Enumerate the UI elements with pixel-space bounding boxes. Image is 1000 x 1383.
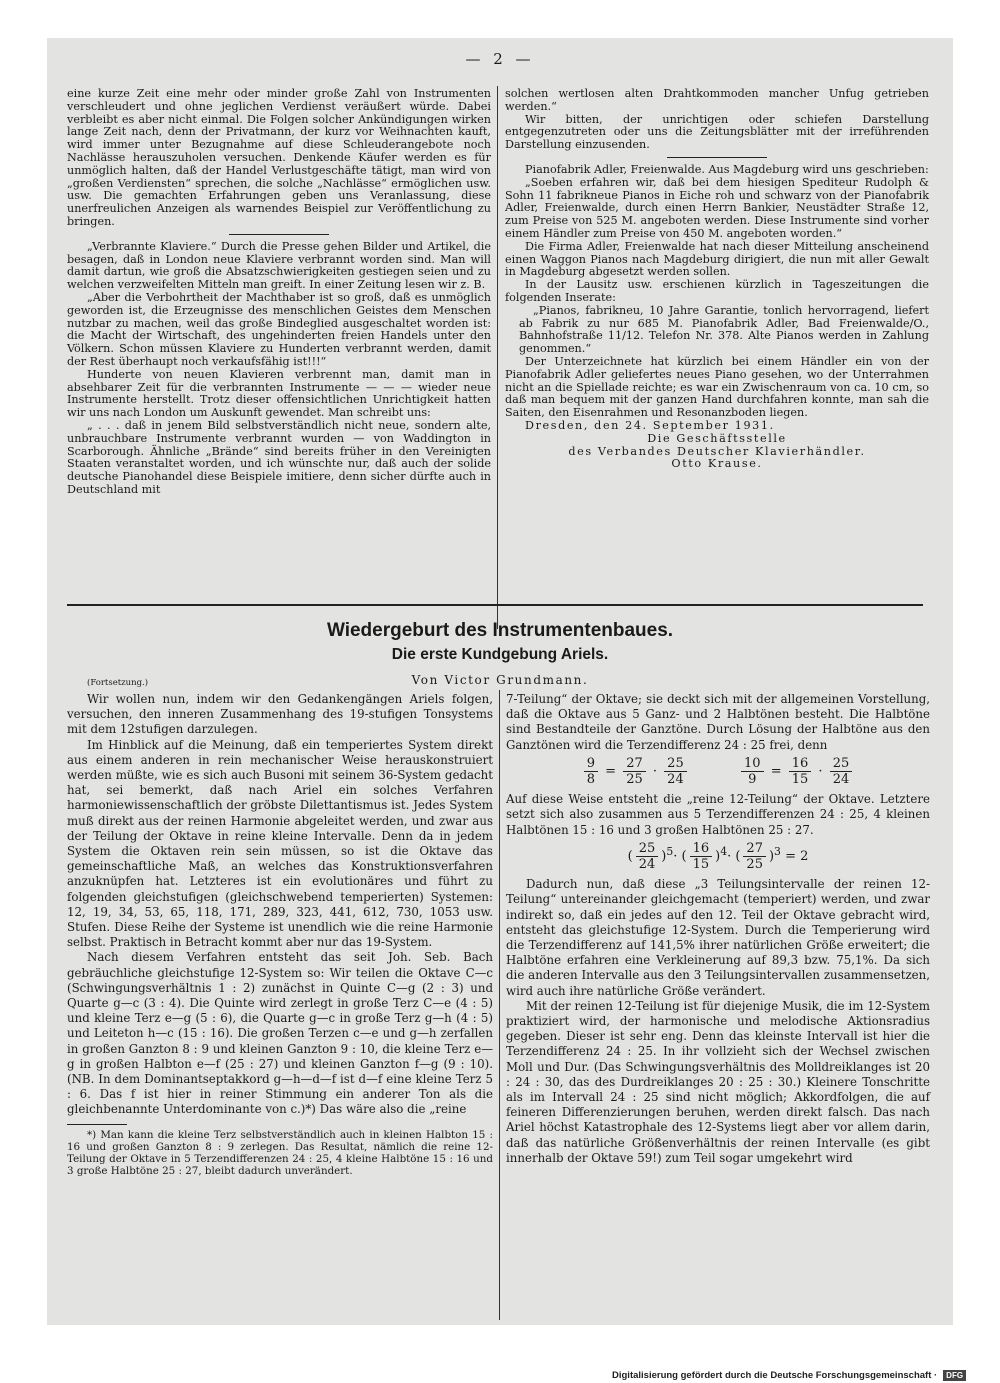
digitization-credit [612, 1370, 966, 1381]
fraction: $\frac{25}{24}$ [636, 841, 659, 872]
signature-line: Die Geschäftsstelle [647, 431, 787, 445]
footnote: *) Man kann die kleine Terz selbstverständlich auch in kleinen Halbton 15 : 16 und großen Ganzton 8 : 9 zerlegen. Das Resultat, nämlich die reine 12-Teilung der Oktave in 5 Terzendifferenzen 24 : 25, 4 kleine Halbtöne 15 : 16 und 3 große Halbtöne 25 : 27, bleibt dadurch unverändert. [67, 1128, 493, 1178]
top-left-column [67, 88, 491, 497]
exponent: 5 [666, 844, 674, 858]
credit-text: Digitalisierung gefördert durch die Deutsche Forschungsgemeinschaft · [612, 1370, 938, 1382]
paragraph: Hunderte von neuen Klavieren verbrennt man, damit man in absehbarer Zeit für die verbrannten Instrumente — — — wieder neue Instrumente herstellt. Trotz dieser offensichtlichen Unrichtigkeit hatten wir uns nach London um Auskunft gewendet. Man schreibt uns: [67, 367, 491, 420]
section-divider [67, 604, 923, 606]
paragraph: Wir wollen nun, indem wir den Gedankengängen Ariels folgen, versuchen, den inneren Zusammenhang des 19-stufigen Tonsystems mit dem 12stufigen darzulegen. [67, 692, 493, 737]
quote-paragraph: „Aber die Verbohrtheit der Machthaber ist so groß, daß es unmöglich geworden ist, die Erzeugnisse des menschlichen Geistes dem Menschen nutzbar zu machen, weil das große Bindeglied ausgeschaltet worden ist: die Macht der Wirtschaft, des ungehinderten freien Handels unter den Völkern. Schon müssen Klaviere zu Hunderten verbrannt werden, damit der Rest überhaupt noch verkaufsfähig ist!!!“ [67, 290, 491, 368]
paragraph: solchen wertlosen alten Drahtkommoden mancher Unfug getrieben werden.“ [505, 87, 929, 113]
advert-quote: „Pianos, fabrikneu, 10 Jahre Garantie, tonlich hervorragend, liefert ab Fabrik zu nur 685 M. Pianofabrik Adler, Bad Freienwalde/O., Bahnhofstraße 11/12. Telefon Nr. 378. Alte Pianos werden in Zahlung genommen.“ [519, 303, 929, 356]
article-left-column [67, 692, 493, 1178]
paragraph: Wir bitten, der unrichtigen oder schiefen Darstellung entgegenzutreten oder uns die Zeitungsblätter mit der irreführenden Darstellung einzusenden. [505, 112, 929, 152]
footnote-rule [67, 1124, 127, 1125]
paragraph: Im Hinblick auf die Meinung, daß ein temperiertes System direkt aus einem anderen in rein mechanischer Weise herauskonstruiert werden müßte, wie es sich auch Busoni mit seinem 36-System gedacht hat, sei bemerkt, daß nach Ariel ein solches Verfahren harmoniewissenschaftlich der gröbste Dilettantismus ist. Jedes System muß direkt aus der reinen Harmonie abgeleitet werden, und zwar aus der Teilung der Oktave in reine kleine Intervalle. Denn da in jedem System die Oktaven rein sein müssen, so ist die Oktave das gemeinschaftliche Maß, an welches das Konstruktionsverfahren anzuknüpfen hat. Letzteres ist ein evolutionäres und führt zu folgenden gleichstufigen (gleichschwebend temperierten) Systemen: 12, 19, 34, 53, 65, 118, 171, 289, 323, 441, 612, 730, 1053 usw. Stufen. Diese Reihe der Systeme ist unendlich wie die reine Harmonie selbst. Praktisch in Betracht kommt aber nur das 19-System. [67, 737, 493, 950]
quote-paragraph: „Soeben erfahren wir, daß bei dem hiesigen Spediteur Rudolph & Sohn 11 fabrikneue Pianos in Eiche roh und schwarz von der Pianofabrik Adler, Freienwalde, durch einen Herrn Bankier, Neustädter Straße 12, zum Preise von 525 M. angeboten werden. Diese Instrumente sind vorher einem Händler zum Preise von 450 M. angeboten worden.“ [505, 175, 929, 240]
fraction: $\frac{25}{24}$ [830, 756, 853, 787]
author-line: Von Victor Grundmann. [411, 673, 589, 687]
paragraph: In der Lausitz usw. erschienen kürzlich in Tageszeitungen die folgenden Inserate: [505, 278, 929, 304]
article-right-column [506, 692, 930, 1166]
dot-sign: · [652, 764, 658, 780]
fraction: $\frac{27}{25}$ [743, 841, 766, 872]
dot-sign: · [818, 764, 823, 780]
signature-line: des Verbandes Deutscher Klavierhändler. [568, 444, 866, 458]
paragraph: Nach diesem Verfahren entsteht das seit Joh. Seb. Bach gebräuchliche gleichstufige 12-System so: Wir teilen die Oktave C—c (Schwingungsverhältnis 1 : 2) zunächst in Quinte C—g (2 : 3) und Quarte g—c (3 : 4). Die Quinte wird zerlegt in große Terz C—e (4 : 5) und kleine Terz e—g (5 : 6), die Quarte g—c in große Terz g—h (4 : 5) und Leiteton h—c (15 : 16). Die großen Terzen c—e und g—h zerfallen in großen Ganzton 8 : 9 und kleinen Ganzton 9 : 10, die kleine Terz e—g in großen Halbton e—f (25 : 27) und kleinen Ganzton f—g (9 : 10). (NB. In dem Dominantseptakkord g—h—d—f ist d—f eine kleine Terz 5 : 6. Das f ist hier in reiner Stimmung ein anderer Ton als die gleichbenannte Unterdominante von c.)*) Das wäre also die „reine [67, 950, 493, 1117]
date-line: Dresden, den 24. September 1931. [525, 418, 775, 432]
separator-rule [667, 157, 767, 158]
page-number: — 2 — [465, 50, 535, 68]
paragraph: 7-Teilung“ der Oktave; sie deckt sich mit der allgemeinen Vorstellung, daß die Oktave aus 5 Ganz- und 2 Halbtönen besteht. Die Halbtöne sind Bestandteile der Ganztöne. Durch Lösung der Halbtöne aus den Ganztönen wird die Terzendifferenz 24 : 25 frei, denn [506, 692, 930, 752]
paragraph: Pianofabrik Adler, Freienwalde. Aus Magdeburg wird uns geschrieben: [525, 162, 929, 176]
signature-name: Otto Krause. [671, 457, 763, 471]
paragraph: Die Firma Adler, Freienwalde hat nach dieser Mitteilung anscheinend einen Waggon Pianos nach Magdeburg dirigiert, die nun mit aller Gewalt in Magdeburg abgesetzt werden sollen. [505, 239, 929, 279]
article-title: Wiedergeburt des Instrumentenbaues. [326, 620, 674, 641]
dfg-logo: DFG [943, 1370, 966, 1381]
exponent: 3 [774, 844, 781, 858]
equals-sign: = [605, 764, 617, 780]
paragraph: Auf diese Weise entsteht die „reine 12-Teilung“ der Oktave. Letztere setzt sich also zusammen aus 5 Terzendifferenzen 24 : 25, 4 kleinen Halbtönen 15 : 16 und 3 großen Halbtönen 25 : 27. [506, 792, 930, 837]
equation-2: ( $\frac{25}{24}$ )$^5$· ( $\frac{16}{15}$ )$^4$· ( $\frac{27}{25}$ )$^3$ = 2 [627, 840, 809, 873]
fraction: $\frac{27}{25}$ [623, 756, 646, 787]
column-divider [499, 690, 500, 1320]
equals-sign: = [770, 764, 782, 780]
fraction: $\frac{25}{24}$ [664, 756, 687, 787]
exponent: 4 [720, 844, 728, 858]
fraction: $\frac{16}{15}$ [690, 841, 713, 872]
fraction: $\frac{9}{8}$ [584, 756, 598, 787]
paragraph: Dadurch nun, daß diese „3 Teilungsintervalle der reinen 12-Teilung“ untereinander gleichgemacht (temperiert) werden, und zwar indirekt so, daß ein jedes auf den 12. Teil der Oktave gebracht wird, entsteht das gleichstufige 12-System. Durch die Temperierung wird die Terzendifferenz auf 141,5% ihrer natürlichen Größe erweitert; die Halbtöne erfahren eine Verkleinerung auf 89,3 bzw. 75,1%. Da sich die anderen Intervalle aus den 3 Teilungsintervallen zusammensetzen, wird auch ihre natürliche Größe verändert. [506, 877, 930, 998]
paragraph: eine kurze Zeit eine mehr oder minder große Zahl von Instrumenten verschleudert und ohne jeglichen Verdienst veräußert würde. Dabei verbleibt es aber nicht einmal. Die Folgen solcher Ankündigungen wirken lange Zeit nach, denn der Privatmann, der kurz vor Weihnachten kauft, wird immer unter Bezugnahme auf diese Schleuderangebote noch Nachlässe herauszuholen versuchen. Denkende Käufer werden es für unmöglich halten, daß der Handel Verlustgeschäfte tätigt, man wird von „großen Verdiensten“ sprechen, die solche „Nachlässe“ ermöglichen usw. usw. Die gemachten Erfahrungen geben uns Veranlassung, diese unerfreulichen Anzeigen als warnendes Beispiel zur Veröffentlichung zu bringen. [67, 87, 491, 228]
scanned-page [47, 38, 953, 1325]
equation-result: = 2 [785, 849, 809, 865]
quote-paragraph: „ . . . daß in jenem Bild selbstverständlich nicht neue, sondern alte, unbrauchbare Instrumente verbrannt wurden — von Waddington in Scarborough. Ähnliche „Brände“ sind bereits früher in den Vereinigten Staaten veranstaltet worden, und ich wünschte nur, daß auch der solide deutsche Pianohandel diese Beispiele imitiere, denn sicher dürfte auch in Deutschland mit [67, 418, 491, 496]
article-subtitle: Die erste Kundgebung Ariels. [391, 646, 609, 663]
column-divider [497, 86, 498, 629]
continued-note: (Fortsetzung.) [87, 678, 149, 688]
paragraph: Der Unterzeichnete hat kürzlich bei einem Händler ein von der Pianofabrik Adler geliefertes neues Piano gesehen, wo der Unterrahmen nicht an die Spiellade reichte; es war ein Zwischenraum von ca. 10 cm, so daß man bequem mit der ganzen Hand durchfahren konnte, man sah die Saiten, den Eisenrahmen und Resonanzboden liegen. [505, 354, 929, 420]
equation-1 [506, 756, 930, 787]
fraction: $\frac{10}{9}$ [741, 756, 764, 787]
fraction: $\frac{16}{15}$ [789, 756, 812, 787]
paragraph: Mit der reinen 12-Teilung ist für diejenige Musik, die im 12-System praktiziert wird, der harmonische und melodische Aktionsradius gegeben. Dieser ist sehr eng. Denn das kleinste Intervall ist hier die Terzendifferenz 24 : 25. In ihr vollzieht sich der Wechsel zwischen Moll und Dur. (Das Schwingungsverhältnis des Molldreiklanges ist 20 : 24 : 30, das des Durdreiklanges 20 : 25 : 30.) Kleinere Tonschritte als im Intervall 24 : 25 sind nicht möglich; Akkordfolgen, die auf feineren Differenzierungen beruhen, werden direkt falsch. Das nach Ariel höchst Katastrophale des 12-Systems liegt aber vor allem darin, daß das natürliche Größenverhältnis der reinen Intervalle (es gibt innerhalb der Oktave 59!) zum Teil sogar umgekehrt wird [506, 998, 930, 1165]
top-right-column [505, 88, 929, 471]
separator-rule [229, 234, 329, 235]
paragraph: „Verbrannte Klaviere.“ Durch die Presse gehen Bilder und Artikel, die besagen, daß in London neue Klaviere verbrannt worden sind. Man will damit dartun, wie groß die Absatzschwierigkeiten gestiegen seien und zu welchen verzweifelten Mitteln man greift. In einer Zeitung lesen wir z. B. [67, 239, 491, 292]
